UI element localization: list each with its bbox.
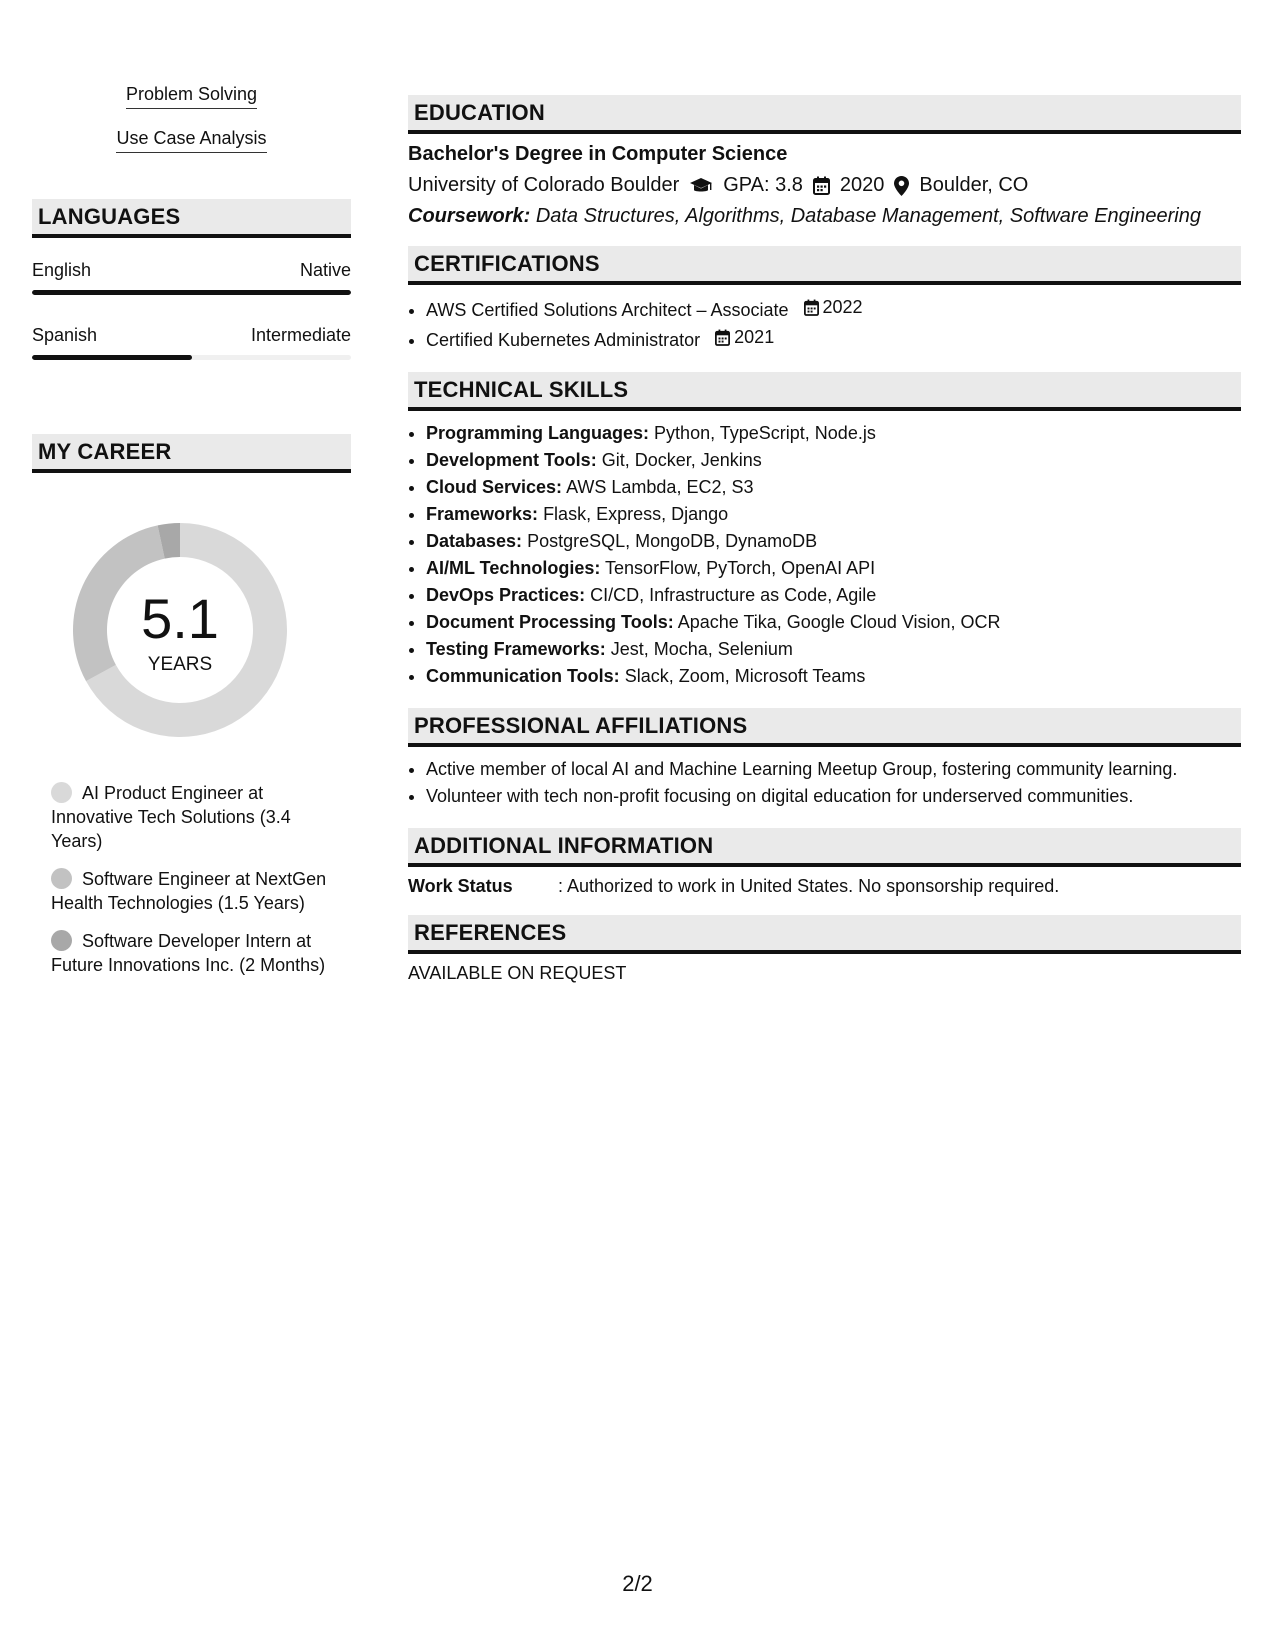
- language-name: Spanish: [32, 325, 98, 345]
- career-legend-label: AI Product Engineer at Innovative Tech Solutions (3.4 Years): [51, 783, 291, 851]
- skill-item: [426, 555, 1241, 582]
- career-legend-label: Software Engineer at NextGen Health Technologies (1.5 Years): [51, 869, 327, 913]
- certification-name: Certified Kubernetes Administrator: [426, 330, 701, 350]
- skill-values: Python, TypeScript, Node.js: [654, 423, 876, 443]
- skill-values: Apache Tika, Google Cloud Vision, OCR: [677, 612, 1001, 632]
- skill-category: Frameworks:: [426, 504, 539, 524]
- skill-item: [426, 501, 1241, 528]
- certification-item: [426, 294, 1241, 324]
- skill-values: Jest, Mocha, Selenium: [610, 639, 793, 659]
- legend-dot: [51, 782, 72, 803]
- language-level: Intermediate: [250, 325, 351, 345]
- skill-tags: [32, 84, 351, 172]
- work-status-row: [408, 876, 1241, 897]
- language-item: [32, 260, 351, 295]
- coursework: [408, 205, 1241, 228]
- skill-item: [426, 474, 1241, 501]
- coursework-label: Coursework:: [408, 205, 531, 227]
- degree-title: Bachelor's Degree in Computer Science: [408, 143, 788, 165]
- skill-category: AI/ML Technologies:: [426, 558, 601, 578]
- calendar-icon: [715, 329, 730, 346]
- language-item: [32, 325, 351, 360]
- career-heading: MY CAREER: [32, 434, 351, 473]
- skill-tag: Use Case Analysis: [116, 128, 266, 153]
- certification-date: [715, 324, 774, 351]
- calendar-icon: [804, 299, 819, 316]
- career-legend: [51, 781, 351, 977]
- location-pin-icon: [894, 176, 909, 196]
- school-location: Boulder, CO: [919, 174, 1029, 196]
- references-heading: REFERENCES: [408, 915, 1241, 954]
- skill-category: Databases:: [426, 531, 523, 551]
- references-text: AVAILABLE ON REQUEST: [408, 963, 627, 983]
- skill-category: Document Processing Tools:: [426, 612, 674, 632]
- career-donut-chart: [65, 515, 295, 745]
- additional-info-heading: ADDITIONAL INFORMATION: [408, 828, 1241, 867]
- skill-category: Testing Frameworks:: [426, 639, 606, 659]
- skill-values: Flask, Express, Django: [543, 504, 729, 524]
- education-section: [408, 95, 1241, 228]
- skill-item: [426, 420, 1241, 447]
- certifications-section: [408, 246, 1241, 354]
- skill-values: AWS Lambda, EC2, S3: [566, 477, 754, 497]
- left-column: [32, 84, 351, 991]
- skill-values: Git, Docker, Jenkins: [601, 450, 762, 470]
- skill-item: [426, 582, 1241, 609]
- skill-category: DevOps Practices:: [426, 585, 586, 605]
- donut-center: [65, 515, 295, 745]
- certifications-list: [408, 294, 1241, 354]
- affiliations-section: [408, 708, 1241, 810]
- career-legend-item: [51, 781, 331, 853]
- skill-values: Slack, Zoom, Microsoft Teams: [624, 666, 866, 686]
- skill-values: PostgreSQL, MongoDB, DynamoDB: [527, 531, 818, 551]
- career-legend-item: [51, 867, 331, 915]
- skill-category: Programming Languages:: [426, 423, 650, 443]
- page-number: 2/2: [622, 1571, 653, 1596]
- skill-item: [426, 663, 1241, 690]
- legend-dot: [51, 868, 72, 889]
- skills-section: [408, 372, 1241, 690]
- skill-category: Cloud Services:: [426, 477, 563, 497]
- career-legend-label: Software Developer Intern at Future Innovations Inc. (2 Months): [51, 931, 326, 975]
- certification-item: [426, 324, 1241, 354]
- skill-item: [426, 609, 1241, 636]
- education-heading: EDUCATION: [408, 95, 1241, 134]
- career-total-years: 5.1: [141, 587, 219, 650]
- certifications-heading: CERTIFICATIONS: [408, 246, 1241, 285]
- skill-item: [426, 636, 1241, 663]
- affiliations-heading: PROFESSIONAL AFFILIATIONS: [408, 708, 1241, 747]
- affiliation-item: • Active member of local AI and Machine Learning Meetup Group, fostering community learning.: [426, 756, 1241, 783]
- affiliations-list: [408, 756, 1241, 810]
- school-name: University of Colorado Boulder: [408, 174, 680, 196]
- languages-heading: LANGUAGES: [32, 199, 351, 238]
- graduation-year: 2020: [839, 174, 885, 196]
- certification-name: AWS Certified Solutions Architect – Associate: [426, 300, 789, 320]
- language-bar: [32, 290, 351, 295]
- skill-category: Communication Tools:: [426, 666, 620, 686]
- education-details: [408, 174, 1241, 197]
- references-section: [408, 915, 1241, 984]
- gpa: GPA: 3.8: [723, 174, 803, 196]
- skill-category: Development Tools:: [426, 450, 597, 470]
- career-years-unit: YEARS: [147, 654, 213, 675]
- work-status-label: Work Status: [408, 876, 513, 896]
- skill-values: TensorFlow, PyTorch, OpenAI API: [605, 558, 876, 578]
- right-column: [408, 95, 1241, 1002]
- certification-year: 2021: [734, 327, 775, 347]
- certification-date: [804, 294, 863, 321]
- affiliation-item: • Volunteer with tech non-profit focusing on digital education for underserved communities.: [426, 783, 1241, 810]
- work-status-value: : Authorized to work in United States. No sponsorship required.: [558, 876, 1060, 896]
- graduation-cap-icon: [689, 177, 713, 195]
- skills-list: [408, 420, 1241, 690]
- language-bar-fill: [32, 290, 351, 295]
- skill-values: CI/CD, Infrastructure as Code, Agile: [590, 585, 877, 605]
- skill-item: [426, 528, 1241, 555]
- skills-heading: TECHNICAL SKILLS: [408, 372, 1241, 411]
- coursework-list: Data Structures, Algorithms, Database Management, Software Engineering: [535, 205, 1201, 227]
- skill-tag: Problem Solving: [126, 84, 257, 109]
- additional-info-section: [408, 828, 1241, 897]
- calendar-icon: [813, 176, 830, 195]
- language-bar-fill: [32, 355, 192, 360]
- language-level: Native: [299, 260, 351, 280]
- skill-item: [426, 447, 1241, 474]
- language-name: English: [32, 260, 92, 280]
- career-legend-item: [51, 929, 331, 977]
- legend-dot: [51, 930, 72, 951]
- language-bar: [32, 355, 351, 360]
- certification-year: 2022: [822, 297, 863, 317]
